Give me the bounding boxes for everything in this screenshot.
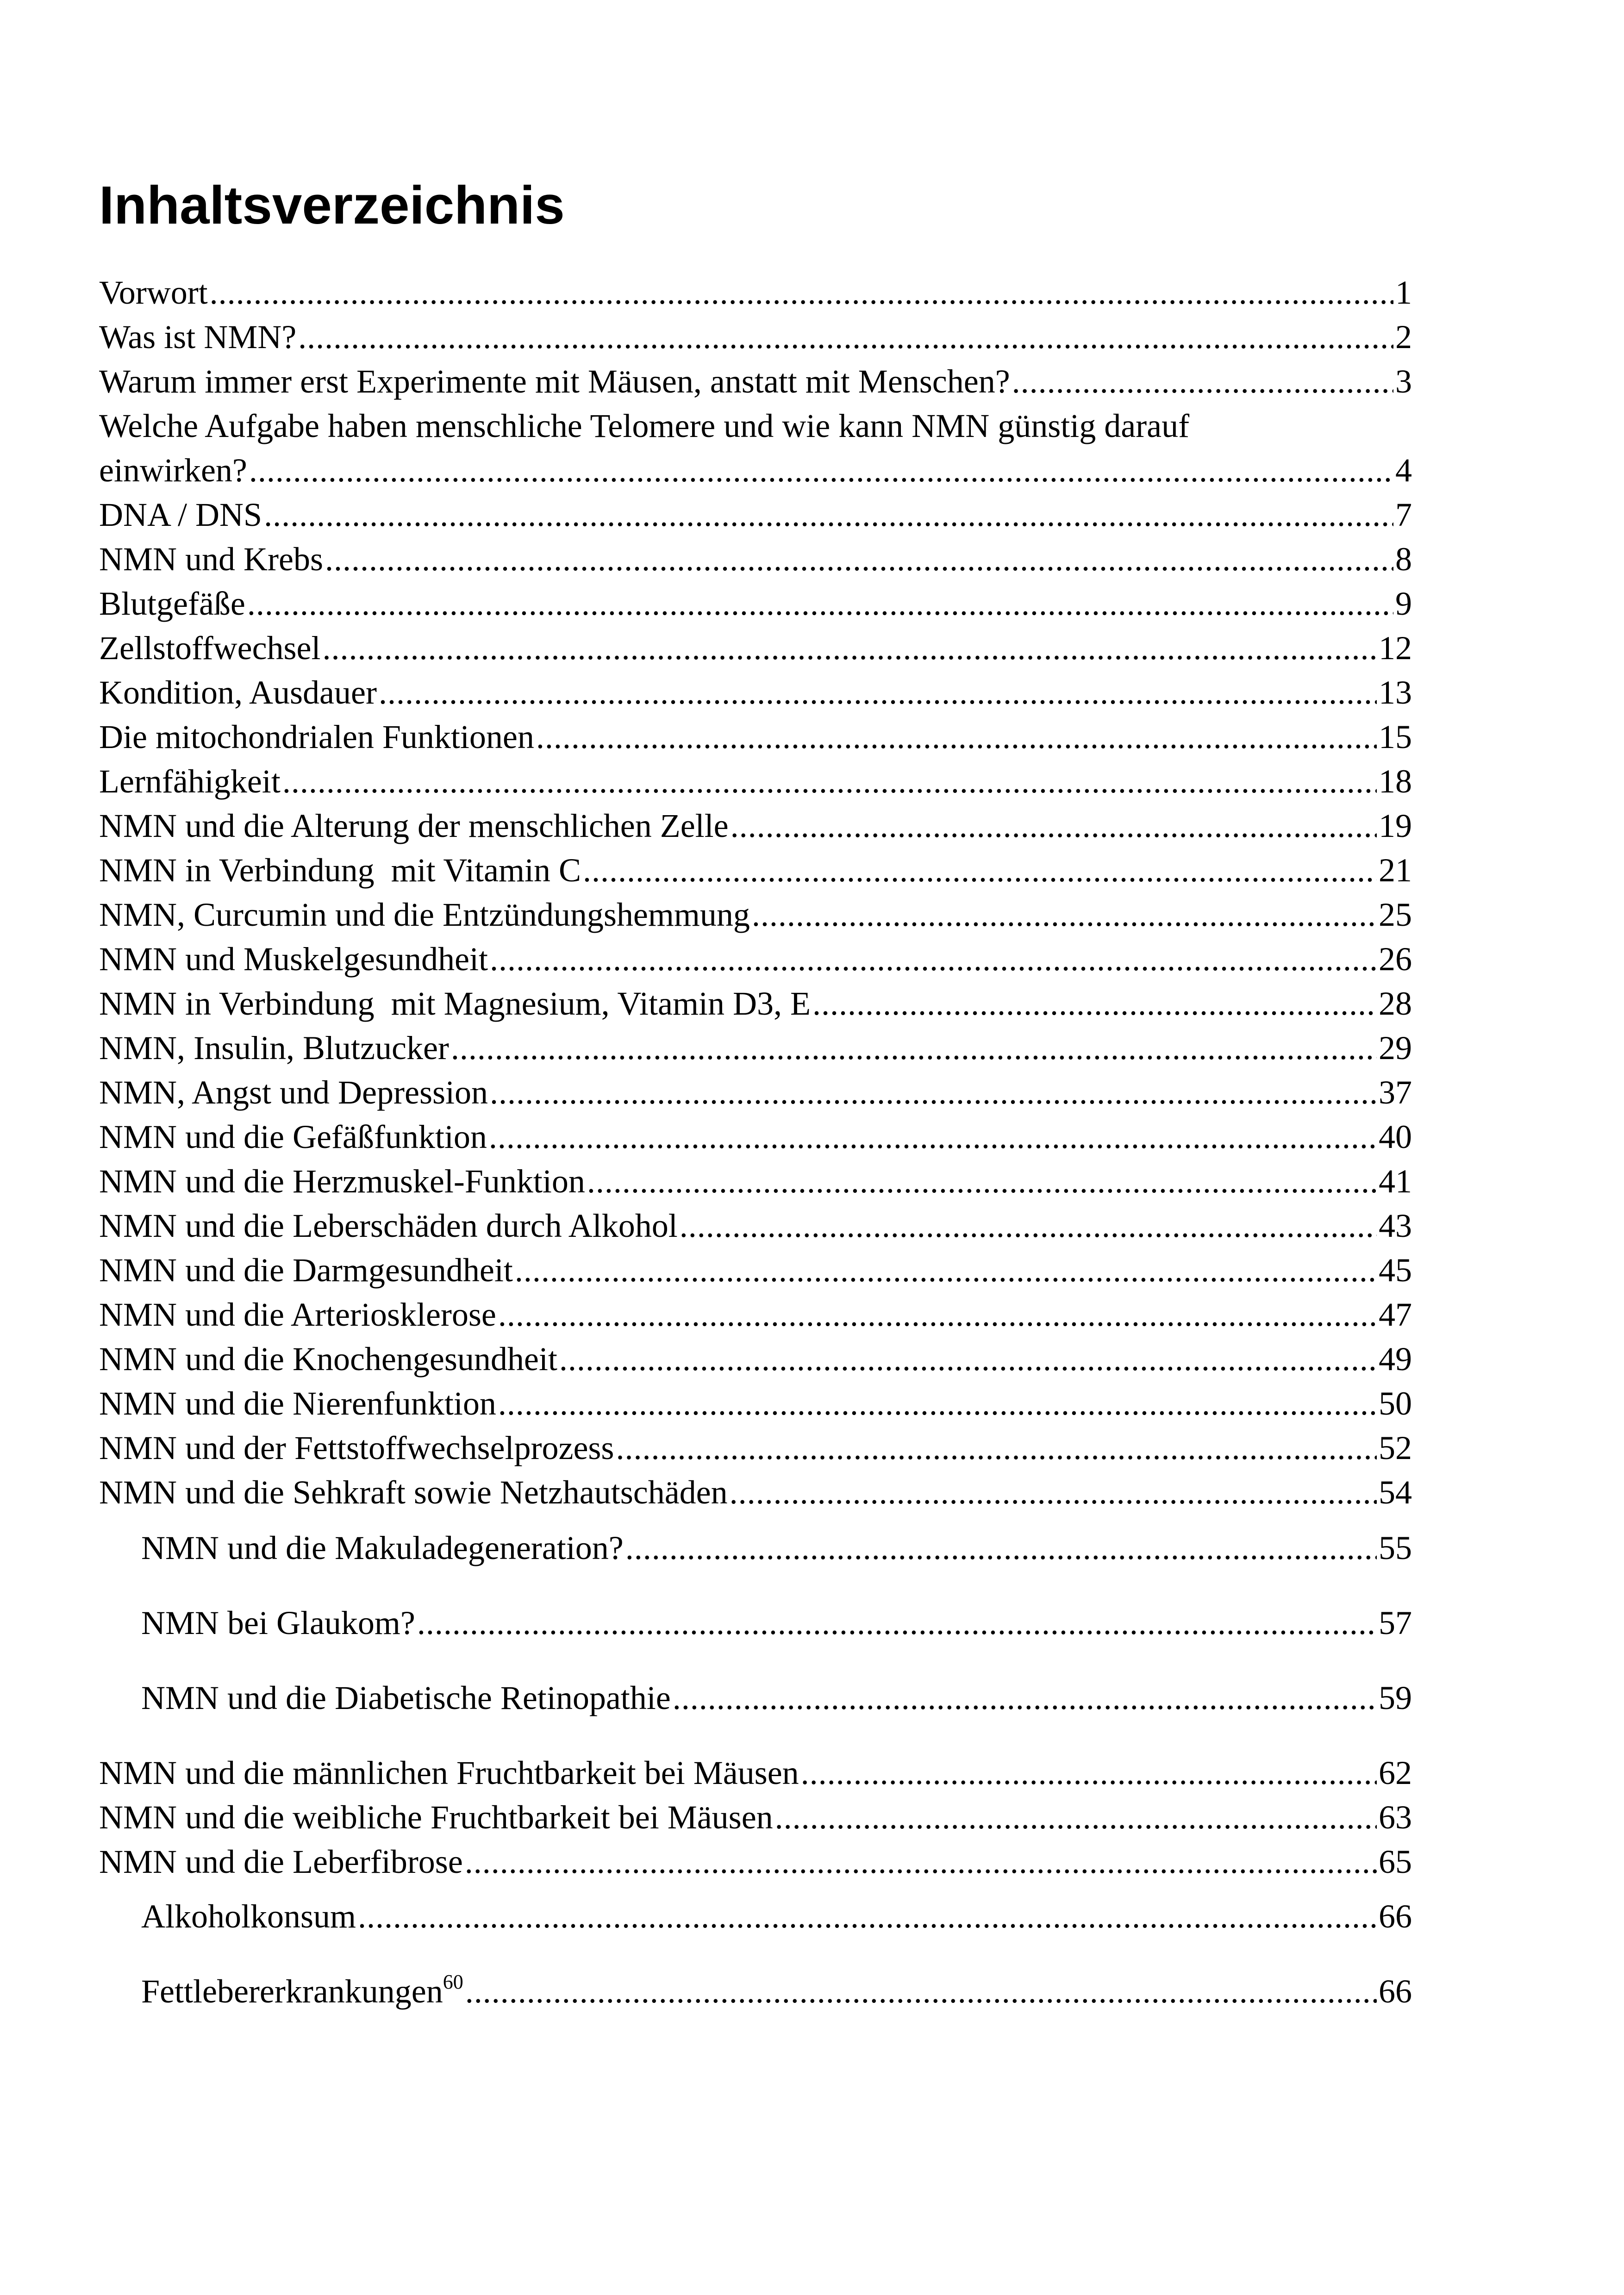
toc-entry-label: Kondition, Ausdauer: [99, 674, 377, 711]
toc-entry-page: 13: [1379, 674, 1412, 711]
toc-entry-page: 57: [1379, 1604, 1412, 1641]
toc-entry-label: Lernfähigkeit: [99, 763, 281, 800]
toc-entry-label-text: Fettlebererkrankungen: [141, 1973, 443, 2010]
toc-entry[interactable]: [99, 842, 1412, 887]
toc-entry-label: NMN in Verbindung mit Magnesium, Vitamin D3, E: [99, 985, 811, 1022]
toc-entry[interactable]: [99, 265, 1412, 309]
toc-entry-label: Blutgefäße: [99, 585, 245, 622]
toc-entry[interactable]: [99, 1242, 1412, 1287]
toc-entry[interactable]: [99, 1376, 1412, 1420]
toc-entry-page: 2: [1395, 318, 1412, 355]
toc-entry[interactable]: [99, 1020, 1412, 1065]
toc-entry-page: 43: [1379, 1207, 1412, 1244]
toc-entry[interactable]: [99, 1331, 1412, 1376]
toc-entry[interactable]: [99, 1198, 1412, 1242]
toc-entry-page: 62: [1379, 1754, 1412, 1791]
dot-leader: [775, 1801, 1377, 1834]
toc-entry-wrapped-line[interactable]: [99, 398, 1412, 443]
toc-entry[interactable]: [99, 887, 1412, 931]
toc-entry-page: 52: [1379, 1429, 1412, 1466]
toc-entry-label: Vorwort: [99, 274, 208, 311]
toc-entry[interactable]: [99, 309, 1412, 354]
toc-entry[interactable]: [99, 754, 1412, 798]
dot-leader: [498, 1387, 1377, 1420]
toc-entry-page: 19: [1379, 807, 1412, 844]
dot-leader: [465, 1975, 1377, 2008]
toc-entry-label-line1: Welche Aufgabe haben menschliche Telomere und wie kann NMN günstig darauf: [99, 407, 1190, 444]
toc-entry-label: NMN und Muskelgesundheit: [99, 941, 488, 978]
dot-leader: [325, 543, 1393, 576]
toc-entry-page: 21: [1379, 852, 1412, 889]
toc-entry-page: 41: [1379, 1163, 1412, 1200]
toc-entry-page: 59: [1379, 1679, 1412, 1716]
dot-leader: [417, 1606, 1377, 1640]
toc-entry-page: 65: [1379, 1843, 1412, 1880]
toc-entry-label: NMN und der Fettstoffwechselprozess: [99, 1429, 614, 1466]
toc-entry-label: NMN, Insulin, Blutzucker: [99, 1029, 449, 1066]
dot-leader: [210, 276, 1393, 309]
toc-entry-page: 18: [1379, 763, 1412, 800]
toc-entry-label: NMN und die Gefäßfunktion: [99, 1118, 487, 1155]
toc-entry-label: NMN und die Sehkraft sowie Netzhautschäden: [99, 1474, 728, 1511]
dot-leader: [616, 1431, 1377, 1465]
toc-entry-page: 9: [1395, 585, 1412, 622]
toc-entry-page: 55: [1379, 1529, 1412, 1566]
toc-subentry[interactable]: [141, 1670, 1412, 1715]
toc-entry-page: 66: [1379, 1973, 1412, 2010]
toc-entry-page: 26: [1379, 941, 1412, 978]
toc-entry[interactable]: [99, 1465, 1412, 1509]
toc-entry-label: NMN und die männlichen Fruchtbarkeit bei Mäusen: [99, 1754, 799, 1791]
dot-leader: [379, 676, 1377, 709]
dot-leader: [282, 765, 1377, 798]
dot-leader: [680, 1209, 1377, 1242]
toc-entry-page: 1: [1395, 274, 1412, 311]
dot-leader: [249, 454, 1393, 487]
toc-entry-label: NMN und die Herzmuskel-Funktion: [99, 1163, 585, 1200]
dot-leader: [323, 631, 1377, 665]
toc-entry-label: NMN und die Leberschäden durch Alkohol: [99, 1207, 678, 1244]
toc-entry-label: NMN und die Arteriosklerose: [99, 1296, 496, 1333]
footnote-ref: 60: [443, 1971, 463, 1993]
toc-entry-label: NMN bei Glaukom?: [141, 1604, 415, 1641]
toc-entry-label: NMN und die Diabetische Retinopathie: [141, 1679, 671, 1716]
toc-entry[interactable]: [99, 576, 1412, 620]
toc-subentry[interactable]: [141, 1964, 1412, 2008]
toc-entry[interactable]: [99, 976, 1412, 1020]
toc-entry-page: 7: [1395, 496, 1412, 533]
toc-entry-page: 37: [1379, 1074, 1412, 1111]
toc-entry-label: DNA / DNS: [99, 496, 262, 533]
dot-leader: [489, 1120, 1377, 1154]
toc-entry[interactable]: [99, 1065, 1412, 1109]
toc-entry[interactable]: [99, 1745, 1412, 1790]
dot-leader: [247, 587, 1393, 620]
toc-entry[interactable]: [99, 1154, 1412, 1198]
dot-leader: [583, 854, 1377, 887]
toc-entry-label: NMN und die Leberfibrose: [99, 1843, 463, 1880]
toc-entry-label: NMN und die Makuladegeneration?: [141, 1529, 624, 1566]
toc-entry[interactable]: [99, 665, 1412, 709]
toc-entry-label: NMN in Verbindung mit Vitamin C: [99, 852, 581, 889]
toc-entry-page: 45: [1379, 1252, 1412, 1289]
dot-leader: [587, 1165, 1377, 1198]
toc-entry-label: NMN und die weibliche Fruchtbarkeit bei Mäusen: [99, 1799, 773, 1836]
toc-entry-label: Was ist NMN?: [99, 318, 297, 355]
toc-entry[interactable]: [99, 798, 1412, 842]
toc-entry-label: NMN und Krebs: [99, 541, 323, 578]
dot-leader: [731, 809, 1377, 842]
dot-leader: [451, 1031, 1377, 1065]
dot-leader: [515, 1254, 1377, 1287]
toc-entry-page: 29: [1379, 1029, 1412, 1066]
dot-leader: [730, 1476, 1377, 1509]
toc-entry-label: Zellstoffwechsel: [99, 630, 321, 667]
toc-entry[interactable]: [99, 620, 1412, 665]
toc-entry-page: 50: [1379, 1385, 1412, 1422]
toc-entry-label: Warum immer erst Experimente mit Mäusen, anstatt mit Menschen?: [99, 363, 1010, 400]
dot-leader: [264, 498, 1393, 531]
toc-entry-page: 54: [1379, 1474, 1412, 1511]
toc-entry-label: einwirken?: [99, 452, 247, 489]
toc-entry-page: 8: [1395, 541, 1412, 578]
toc-entry[interactable]: [99, 443, 1412, 487]
toc-entry[interactable]: [99, 487, 1412, 531]
toc-entry[interactable]: [99, 1109, 1412, 1154]
toc-entry-page: 47: [1379, 1296, 1412, 1333]
toc-entry-label: NMN, Curcumin und die Entzündungshemmung: [99, 896, 750, 933]
toc-entry[interactable]: [99, 1287, 1412, 1331]
toc-entry-page: 25: [1379, 896, 1412, 933]
toc-entry-page: 3: [1395, 363, 1412, 400]
toc-entry-page: 66: [1379, 1898, 1412, 1935]
toc-entry[interactable]: [99, 1790, 1412, 1834]
toc-entry-label: NMN, Angst und Depression: [99, 1074, 488, 1111]
dot-leader: [812, 987, 1377, 1020]
toc-subentry[interactable]: [141, 1520, 1412, 1565]
toc-entry-page: 12: [1379, 630, 1412, 667]
toc-entry[interactable]: [99, 931, 1412, 976]
toc-entry-page: 63: [1379, 1799, 1412, 1836]
page-title: Inhaltsverzeichnis: [99, 175, 565, 235]
toc-entry-label: NMN und die Nierenfunktion: [99, 1385, 496, 1422]
toc-entry[interactable]: [99, 1420, 1412, 1465]
dot-leader: [358, 1900, 1377, 1933]
dot-leader: [490, 1076, 1377, 1109]
toc-entry-page: 4: [1395, 452, 1412, 489]
toc-entry[interactable]: [99, 1834, 1412, 1878]
toc-entry-page: 15: [1379, 718, 1412, 755]
toc-entry-page: 28: [1379, 985, 1412, 1022]
dot-leader: [498, 1298, 1377, 1331]
toc-entry[interactable]: [99, 354, 1412, 398]
dot-leader: [559, 1342, 1377, 1376]
dot-leader: [298, 320, 1393, 354]
toc-entry-page: 49: [1379, 1341, 1412, 1378]
dot-leader: [1012, 365, 1393, 398]
toc-entry-label: NMN und die Alterung der menschlichen Zelle: [99, 807, 729, 844]
toc-entry-label: NMN und die Knochengesundheit: [99, 1341, 557, 1378]
toc-entry-page: 40: [1379, 1118, 1412, 1155]
toc-entry[interactable]: [99, 709, 1412, 754]
dot-leader: [673, 1681, 1377, 1715]
dot-leader: [625, 1531, 1377, 1565]
toc-entry-label: Alkoholkonsum: [141, 1898, 356, 1935]
toc-entry-label: [141, 1971, 463, 2010]
toc-subentry[interactable]: [141, 1595, 1412, 1640]
dot-leader: [490, 942, 1377, 976]
dot-leader: [465, 1845, 1377, 1878]
toc-subentry[interactable]: [141, 1889, 1412, 1933]
dot-leader: [801, 1756, 1377, 1790]
dot-leader: [752, 898, 1377, 931]
toc-entry-label: Die mitochondrialen Funktionen: [99, 718, 534, 755]
toc-entry[interactable]: [99, 531, 1412, 576]
toc-entry-label: NMN und die Darmgesundheit: [99, 1252, 513, 1289]
dot-leader: [536, 720, 1377, 754]
